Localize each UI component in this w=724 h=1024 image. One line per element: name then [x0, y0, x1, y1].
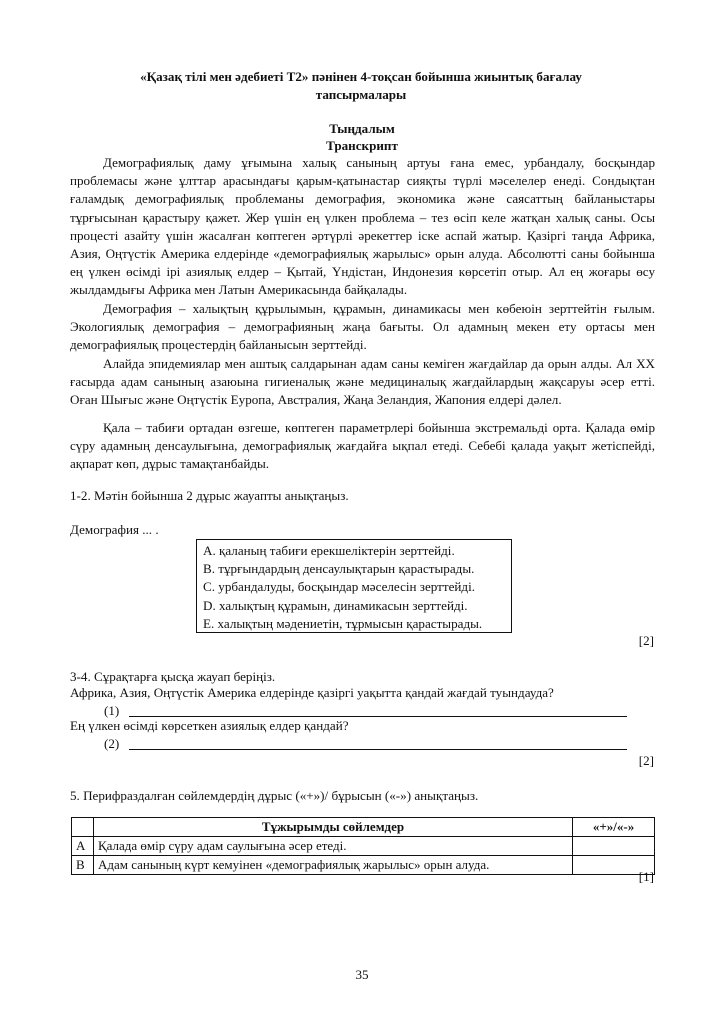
row-letter: B: [72, 856, 94, 875]
answer-2-label: (2): [104, 736, 120, 751]
question-3-text: Африка, Азия, Оңтүстік Америка елдерінде қазіргі уақытта қандай жағдай туындауда?: [70, 685, 554, 700]
option-b[interactable]: B. тұрғындардың денсаулықтарын қарастырады.: [203, 561, 475, 577]
row-letter: A: [72, 837, 94, 856]
option-c[interactable]: C. урбандалуды, босқындар мәселесін зерттейді.: [203, 579, 475, 595]
question-3-4-instruction: 3-4. Сұрақтарға қысқа жауап беріңіз.: [70, 669, 276, 684]
question-5-score: [1]: [638, 869, 654, 884]
answer-2-line[interactable]: [129, 749, 627, 750]
option-d[interactable]: D. халықтың құрамын, динамикасын зерттейді.: [203, 597, 468, 613]
question-4-text: Ең үлкен өсімді көрсеткен азиялық елдер қандай?: [70, 718, 349, 733]
question-1-2-stem: Демография ... .: [70, 522, 159, 537]
transcript-heading: Транскрипт: [326, 138, 398, 153]
row-statement: Адам санының күрт кемуінен «демографиялық жарылыс» орын алуда.: [93, 856, 572, 875]
document-title: «Қазақ тілі мен әдебиеті Т2» пәнінен 4-тоқсан бойынша жиынтық бағалау тапсырмалары: [140, 69, 582, 102]
table-header-mark: «+»/«-»: [573, 818, 655, 837]
table-row: [72, 837, 655, 856]
question-1-2-instruction: 1-2. Мәтін бойынша 2 дұрыс жауапты анықтаңыз.: [70, 488, 349, 503]
question-1-2-score: [2]: [638, 633, 654, 648]
answer-1-line[interactable]: [129, 716, 627, 717]
transcript-paragraph-3: Алайда эпидемиялар мен аштық салдарынан адам саны кеміген жағдайлар да орын алды. Ал XX ғасырда адам санының азаюына гигиеналық және медициналық жағдайлардың жақсаруы әсер етті. Оған Шығыс және Оңтүстік Еуропа, Австралия, Жаңа Зеландия, Жапония елдері дәлел.: [70, 356, 655, 408]
page-number: 35: [355, 967, 369, 982]
option-a[interactable]: A. қаланың табиғи ерекшеліктерін зерттейді.: [203, 543, 455, 558]
answer-1-label: (1): [104, 703, 120, 718]
row-mark-cell[interactable]: [573, 837, 655, 856]
row-statement: Қалада өмір сүру адам саулығына әсер етеді.: [93, 837, 572, 856]
table-header-row: [72, 818, 655, 837]
table-row: [72, 856, 655, 875]
statements-table: [71, 817, 655, 875]
question-5-instruction: 5. Перифраздалған сөйлемдердің дұрыс («+»)/ бұрысын («-») анықтаңыз.: [70, 788, 479, 803]
section-heading: Тыңдалым: [329, 121, 395, 136]
option-e[interactable]: E. халықтың мәдениетін, тұрмысын қарастырады.: [203, 615, 483, 631]
question-3-4-score: [2]: [638, 753, 654, 768]
transcript-paragraph-2: Демография – халықтың құрылымын, құрамын, динамикасы мен көбеюін зерттейтін ғылым. Экологиялық демография – демографияның жаңа бағыты. Ол адамның мекен ету ортасы мен демографиялық процестердің байланысын зерттейді.: [70, 301, 655, 353]
transcript-paragraph-1: Демографиялық даму ұғымына халық санының артуы ғана емес, урбандалу, босқындар проблемасы және ұлттар арасындағы қарым-қатынастар сияқты түрлі мәселелер енеді. Сондықтан ғаламдық демографиялық проблеманы демография, экономика және саясаттың байланыстары тұрғысынан қарастыру қажет. Жер үшін ең үлкен проблема – тез өсіп келе жатқан халық саны. Осы процесті азайту үшін жасалған көптеген әртүрлі әрекеттер іске аспай жатыр. Қазіргі таңда Африка, Азия, Оңтүстік Америка елдерінде «демографиялық жарылыс» орын алуда. Абсолютті саны бойынша ең үлкен өсімді ірі азиялық елдер – Қытай, Үндістан, Индонезия көрсетіп отыр. Ал ең жоғары өсу жылдамдығы Африка мен Латын Америкасында байқалады.: [70, 155, 655, 298]
transcript-paragraph-4: Қала – табиғи ортадан өзгеше, көптеген параметрлері бойынша экстремальді орта. Қалада өмір сүру адамның денсаулығына, демографиялық жағдайға ықпал етеді. Себебі қалада уақыт жетіспейді, ақпарат көп, дұрыс тамақтанбайды.: [70, 420, 655, 472]
table-header-statements: Тұжырымды сөйлемдер: [93, 818, 572, 837]
answer-options-box: [196, 539, 512, 633]
table-header-letter: [72, 818, 94, 837]
